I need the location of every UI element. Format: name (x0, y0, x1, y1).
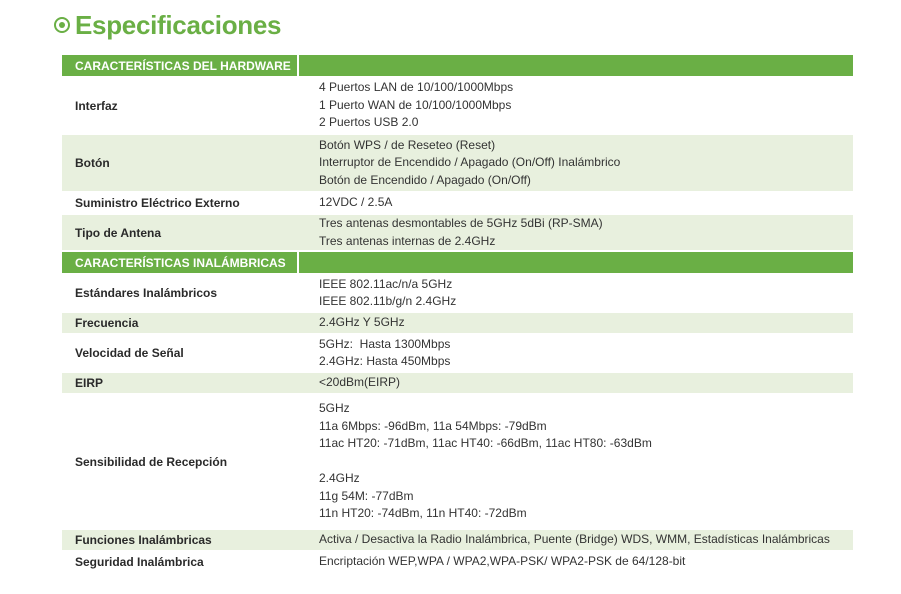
spec-value-line: 5GHz (319, 401, 350, 416)
spec-label: Tipo de Antena (62, 215, 299, 252)
section-header-filler (299, 252, 853, 275)
spec-value-line: Activa / Desactiva la Radio Inalámbrica, Puente (Bridge) WDS, WMM, Estadísticas Inalámbricas (319, 532, 830, 547)
target-bullet-icon (54, 17, 70, 33)
spec-value-line: Encriptación WEP,WPA / WPA2,WPA-PSK/ WPA2-PSK de 64/128-bit (319, 554, 686, 569)
section-header: CARACTERÍSTICAS DEL HARDWARE (62, 55, 299, 78)
spec-label: EIRP (62, 373, 299, 395)
page-title: Especificaciones (75, 10, 282, 40)
spec-table (62, 55, 853, 574)
spec-label: Suministro Eléctrico Externo (62, 193, 299, 215)
spec-value (299, 530, 853, 552)
section-header-filler (299, 55, 853, 78)
spec-value (299, 313, 853, 335)
spec-value-line: 12VDC / 2.5A (319, 195, 393, 210)
spec-value-line: 11g 54M: -77dBm (319, 488, 414, 503)
table-row (62, 313, 853, 335)
spec-label: Funciones Inalámbricas (62, 530, 299, 552)
spec-value (299, 552, 853, 574)
table-row (62, 335, 853, 373)
table-row (62, 275, 853, 313)
spec-value-line: 2.4GHz Y 5GHz (319, 315, 405, 330)
spec-label: Sensibilidad de Recepción (62, 395, 299, 530)
table-row (62, 552, 853, 574)
page-title-block (54, 8, 281, 42)
spec-label: Botón (62, 135, 299, 193)
spec-table-body (62, 55, 853, 574)
spec-value (299, 215, 853, 252)
table-row (62, 395, 853, 530)
spec-value-line: Interruptor de Encendido / Apagado (On/Off) Inalámbrico (319, 155, 621, 170)
spec-value-line: 11n HT20: -74dBm, 11n HT40: -72dBm (319, 506, 527, 521)
spec-value-line: 4 Puertos LAN de 10/100/1000Mbps (319, 80, 514, 95)
spec-value (299, 395, 853, 530)
spec-label: Frecuencia (62, 313, 299, 335)
table-row (62, 530, 853, 552)
table-row (62, 373, 853, 395)
table-row (62, 78, 853, 135)
spec-value-line: <20dBm(EIRP) (319, 375, 401, 390)
spec-value-line: 11ac HT20: -71dBm, 11ac HT40: -66dBm, 11ac HT80: -63dBm (319, 436, 652, 451)
section-header: CARACTERÍSTICAS INALÁMBRICAS (62, 252, 299, 275)
table-row (62, 215, 853, 252)
spec-value-line: Tres antenas internas de 2.4GHz (319, 233, 496, 248)
section-header-row (62, 252, 853, 275)
spec-label: Seguridad Inalámbrica (62, 552, 299, 574)
spec-value-line: IEEE 802.11b/g/n 2.4GHz (319, 294, 457, 308)
spec-value-line: 11a 6Mbps: -96dBm, 11a 54Mbps: -79dBm (319, 418, 547, 433)
spec-value (299, 373, 853, 395)
spec-value-line: IEEE 802.11ac/n/a 5GHz (319, 276, 453, 291)
spec-value-line: 2.4GHz (319, 471, 360, 486)
spec-value-line: 2.4GHz: Hasta 450Mbps (319, 354, 451, 368)
spec-value (299, 193, 853, 215)
spec-value-line: Botón de Encendido / Apagado (On/Off) (319, 172, 531, 187)
table-row (62, 193, 853, 215)
spec-value-line: 5GHz: Hasta 1300Mbps (319, 336, 451, 351)
spec-value (299, 275, 853, 313)
spec-value-line: Tres antenas desmontables de 5GHz 5dBi (RP-SMA) (319, 216, 603, 230)
spec-label: Velocidad de Señal (62, 335, 299, 373)
section-header-row (62, 55, 853, 78)
spec-value-line: 1 Puerto WAN de 10/100/1000Mbps (319, 97, 512, 112)
spec-value (299, 135, 853, 193)
spec-value (299, 335, 853, 373)
spec-value (299, 78, 853, 135)
spec-value-line: 2 Puertos USB 2.0 (319, 115, 419, 130)
spec-value-line: Botón WPS / de Reseteo (Reset) (319, 137, 496, 152)
spec-value-spacer (319, 453, 853, 471)
spec-label: Interfaz (62, 78, 299, 135)
spec-label: Estándares Inalámbricos (62, 275, 299, 313)
table-row (62, 135, 853, 193)
